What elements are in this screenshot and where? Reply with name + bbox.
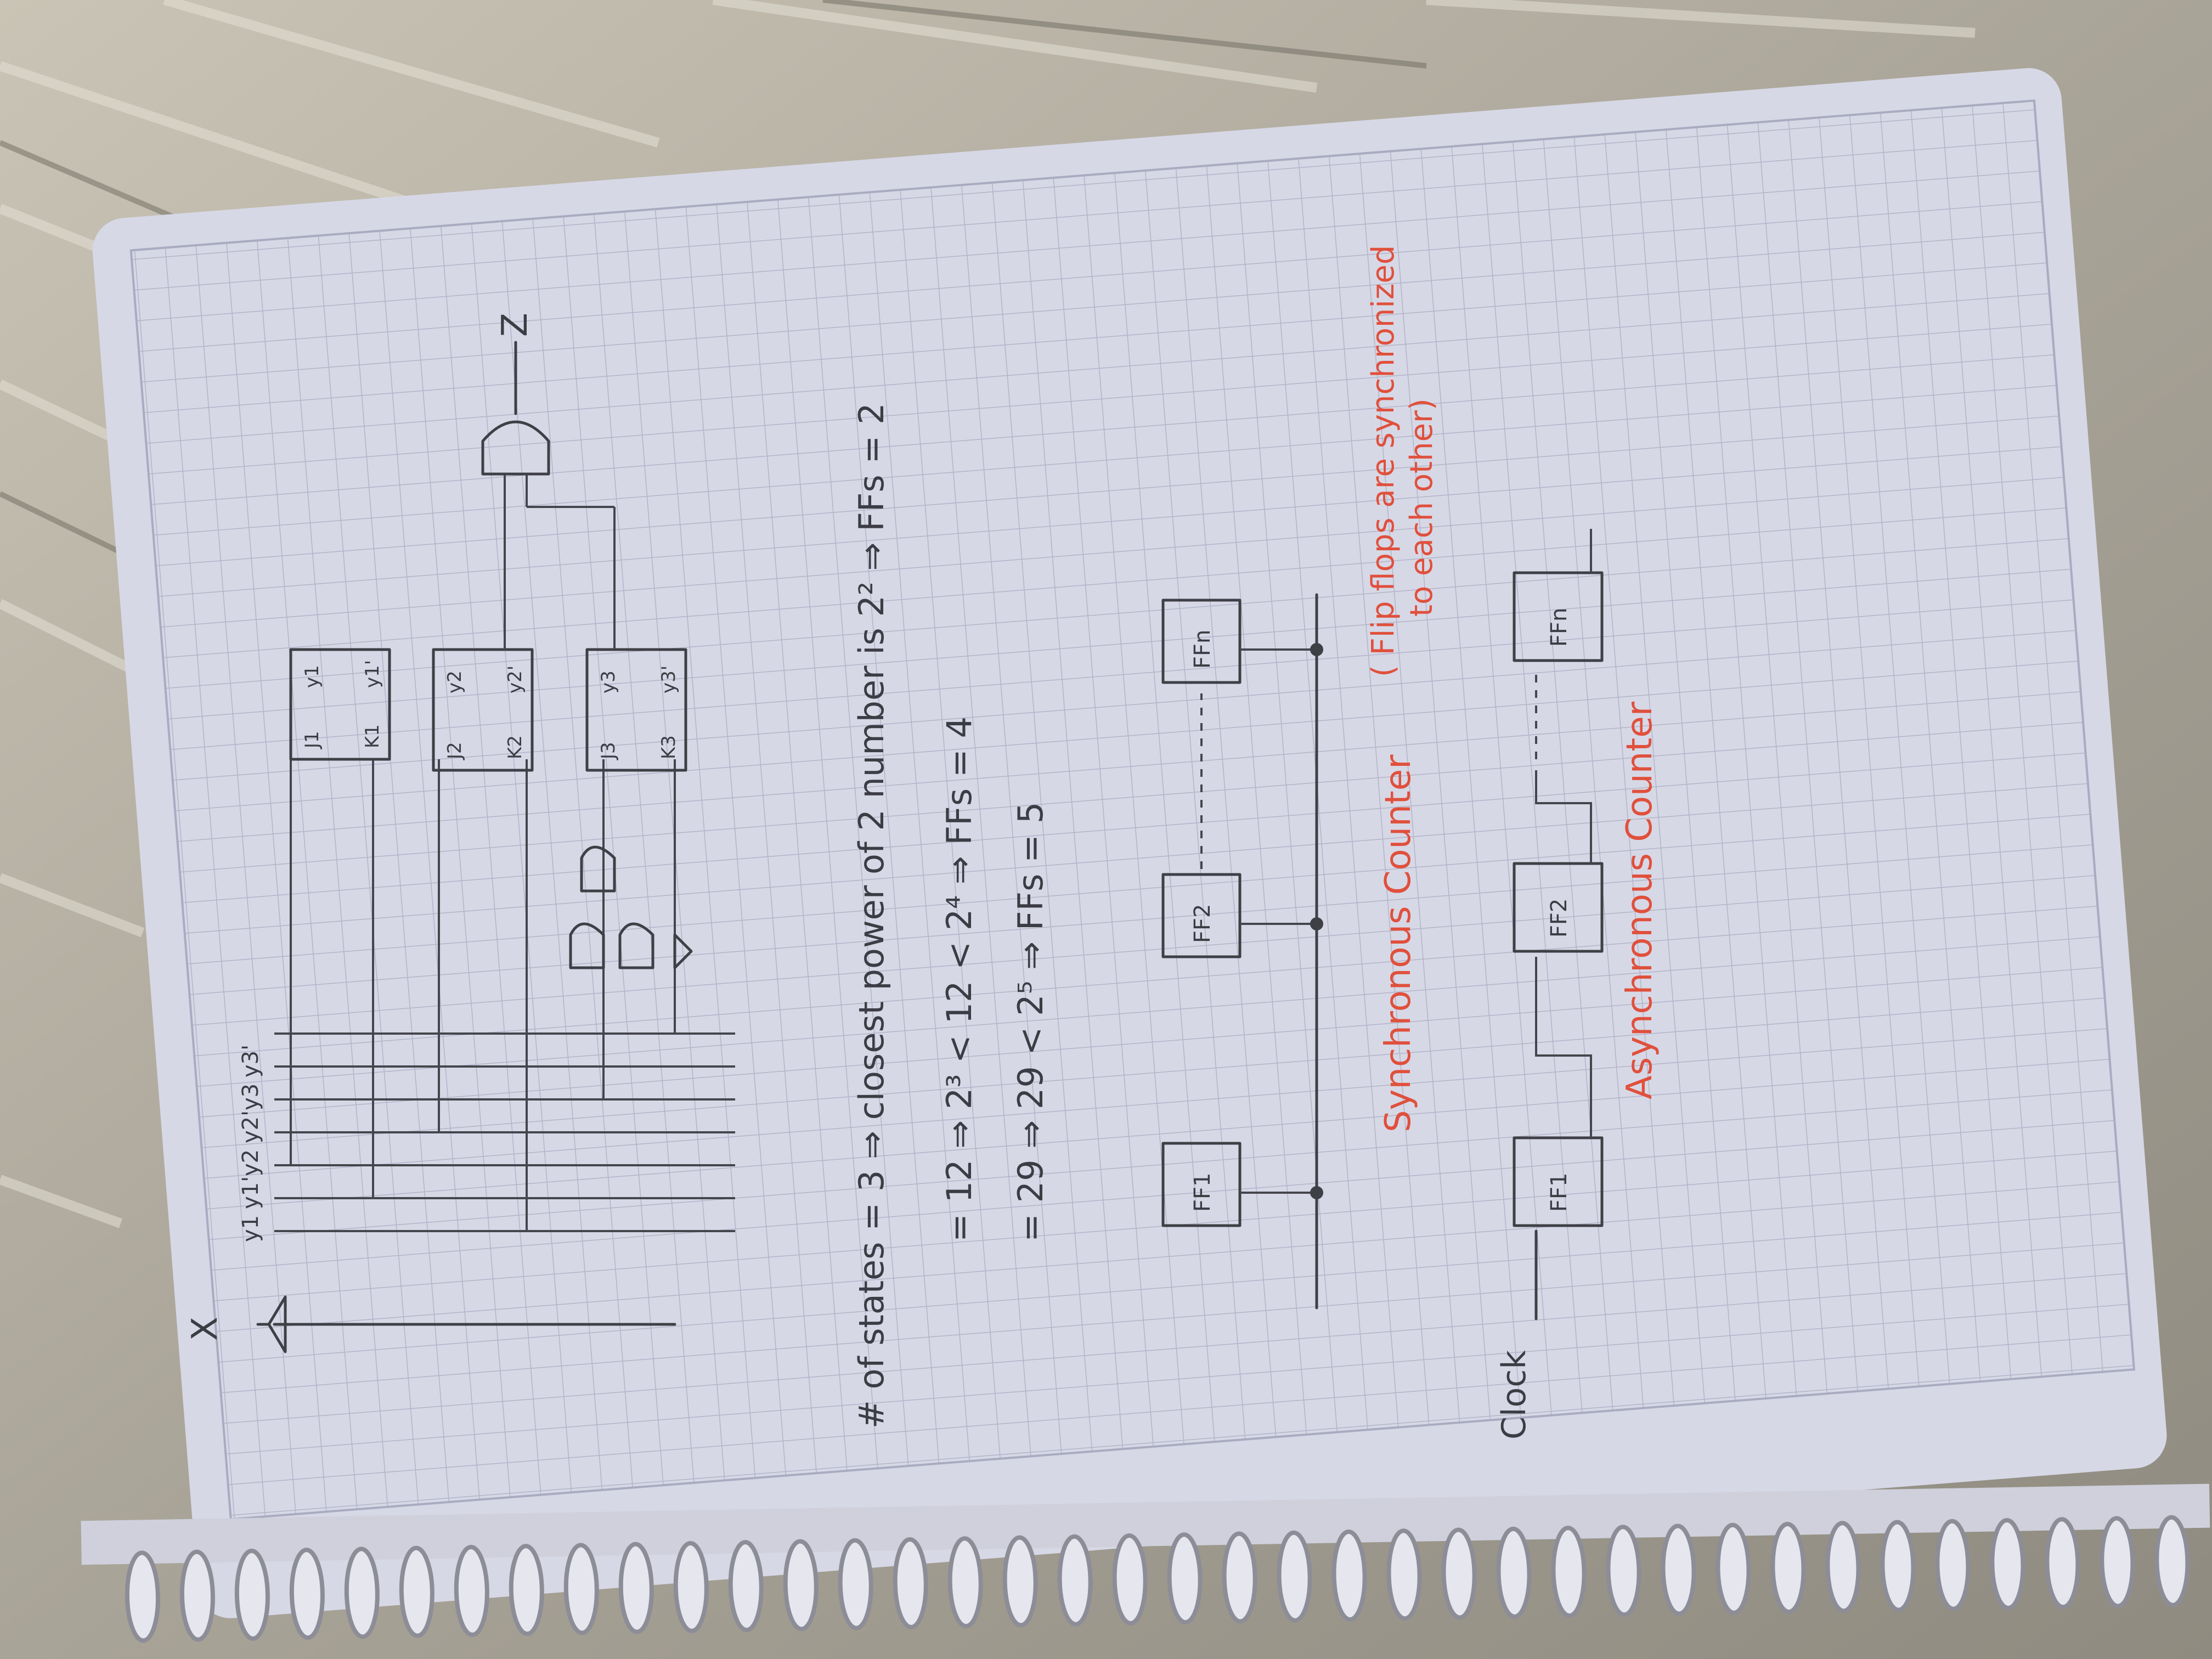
sync-counter-title: Synchronous Counter (1378, 754, 1419, 1132)
async-ff1-label: FF1 (1547, 1172, 1572, 1212)
ff3-j: J3 (597, 742, 619, 759)
bus-label-y1n: y1' (238, 1176, 263, 1209)
ff3-qn: y3' (658, 665, 680, 693)
ff1-qn: y1' (362, 659, 383, 688)
equation-states-3: # of states = 3 ⇒ closest power of 2 number is 2² ⇒ FFs = 2 (851, 403, 891, 1429)
equation-states-29: = 29 ⇒ 29 < 2⁵ ⇒ FFs = 5 (1011, 802, 1051, 1242)
sync-counter-note-1: ( Flip flops are synchronized (1365, 245, 1401, 677)
ff2-qn: y2' (504, 665, 526, 693)
clock-label: Clock (1495, 1350, 1533, 1440)
bus-label-y2n: y2' (238, 1110, 263, 1143)
bus-label-y3n: y3' (238, 1044, 263, 1077)
sync-ff1-label: FF1 (1190, 1172, 1215, 1212)
sync-counter-note-2: to each other) (1404, 398, 1440, 617)
async-ffn-label: FFn (1547, 607, 1572, 647)
ff3-q: y3 (597, 670, 619, 693)
bus-label-y3: y3 (238, 1083, 263, 1110)
ff2-j: J2 (444, 742, 466, 759)
output-z-label: Z (495, 313, 535, 337)
sync-node-n (1310, 643, 1323, 656)
input-x-label: X (185, 1317, 225, 1341)
sync-ff2-label: FF2 (1190, 904, 1215, 943)
ff1-q: y1 (301, 665, 323, 688)
ff1-k: K1 (362, 724, 383, 748)
ff3-k: K3 (658, 735, 680, 759)
sync-node-1 (1310, 1186, 1323, 1199)
ff2-k: K2 (504, 735, 526, 759)
ff1-j: J1 (301, 731, 323, 748)
sync-ffn-label: FFn (1190, 629, 1215, 669)
async-counter-title: Asynchronous Counter (1620, 701, 1660, 1099)
bus-label-y2: y2 (238, 1149, 263, 1176)
async-ff2-label: FF2 (1547, 898, 1572, 938)
notebook-page (90, 66, 2169, 1621)
sync-node-2 (1310, 917, 1323, 930)
equation-states-12: = 12 ⇒ 2³ < 12 < 2⁴ ⇒ FFs = 4 (939, 716, 979, 1242)
ff2-q: y2 (444, 670, 466, 693)
bus-label-y1: y1 (238, 1215, 263, 1242)
